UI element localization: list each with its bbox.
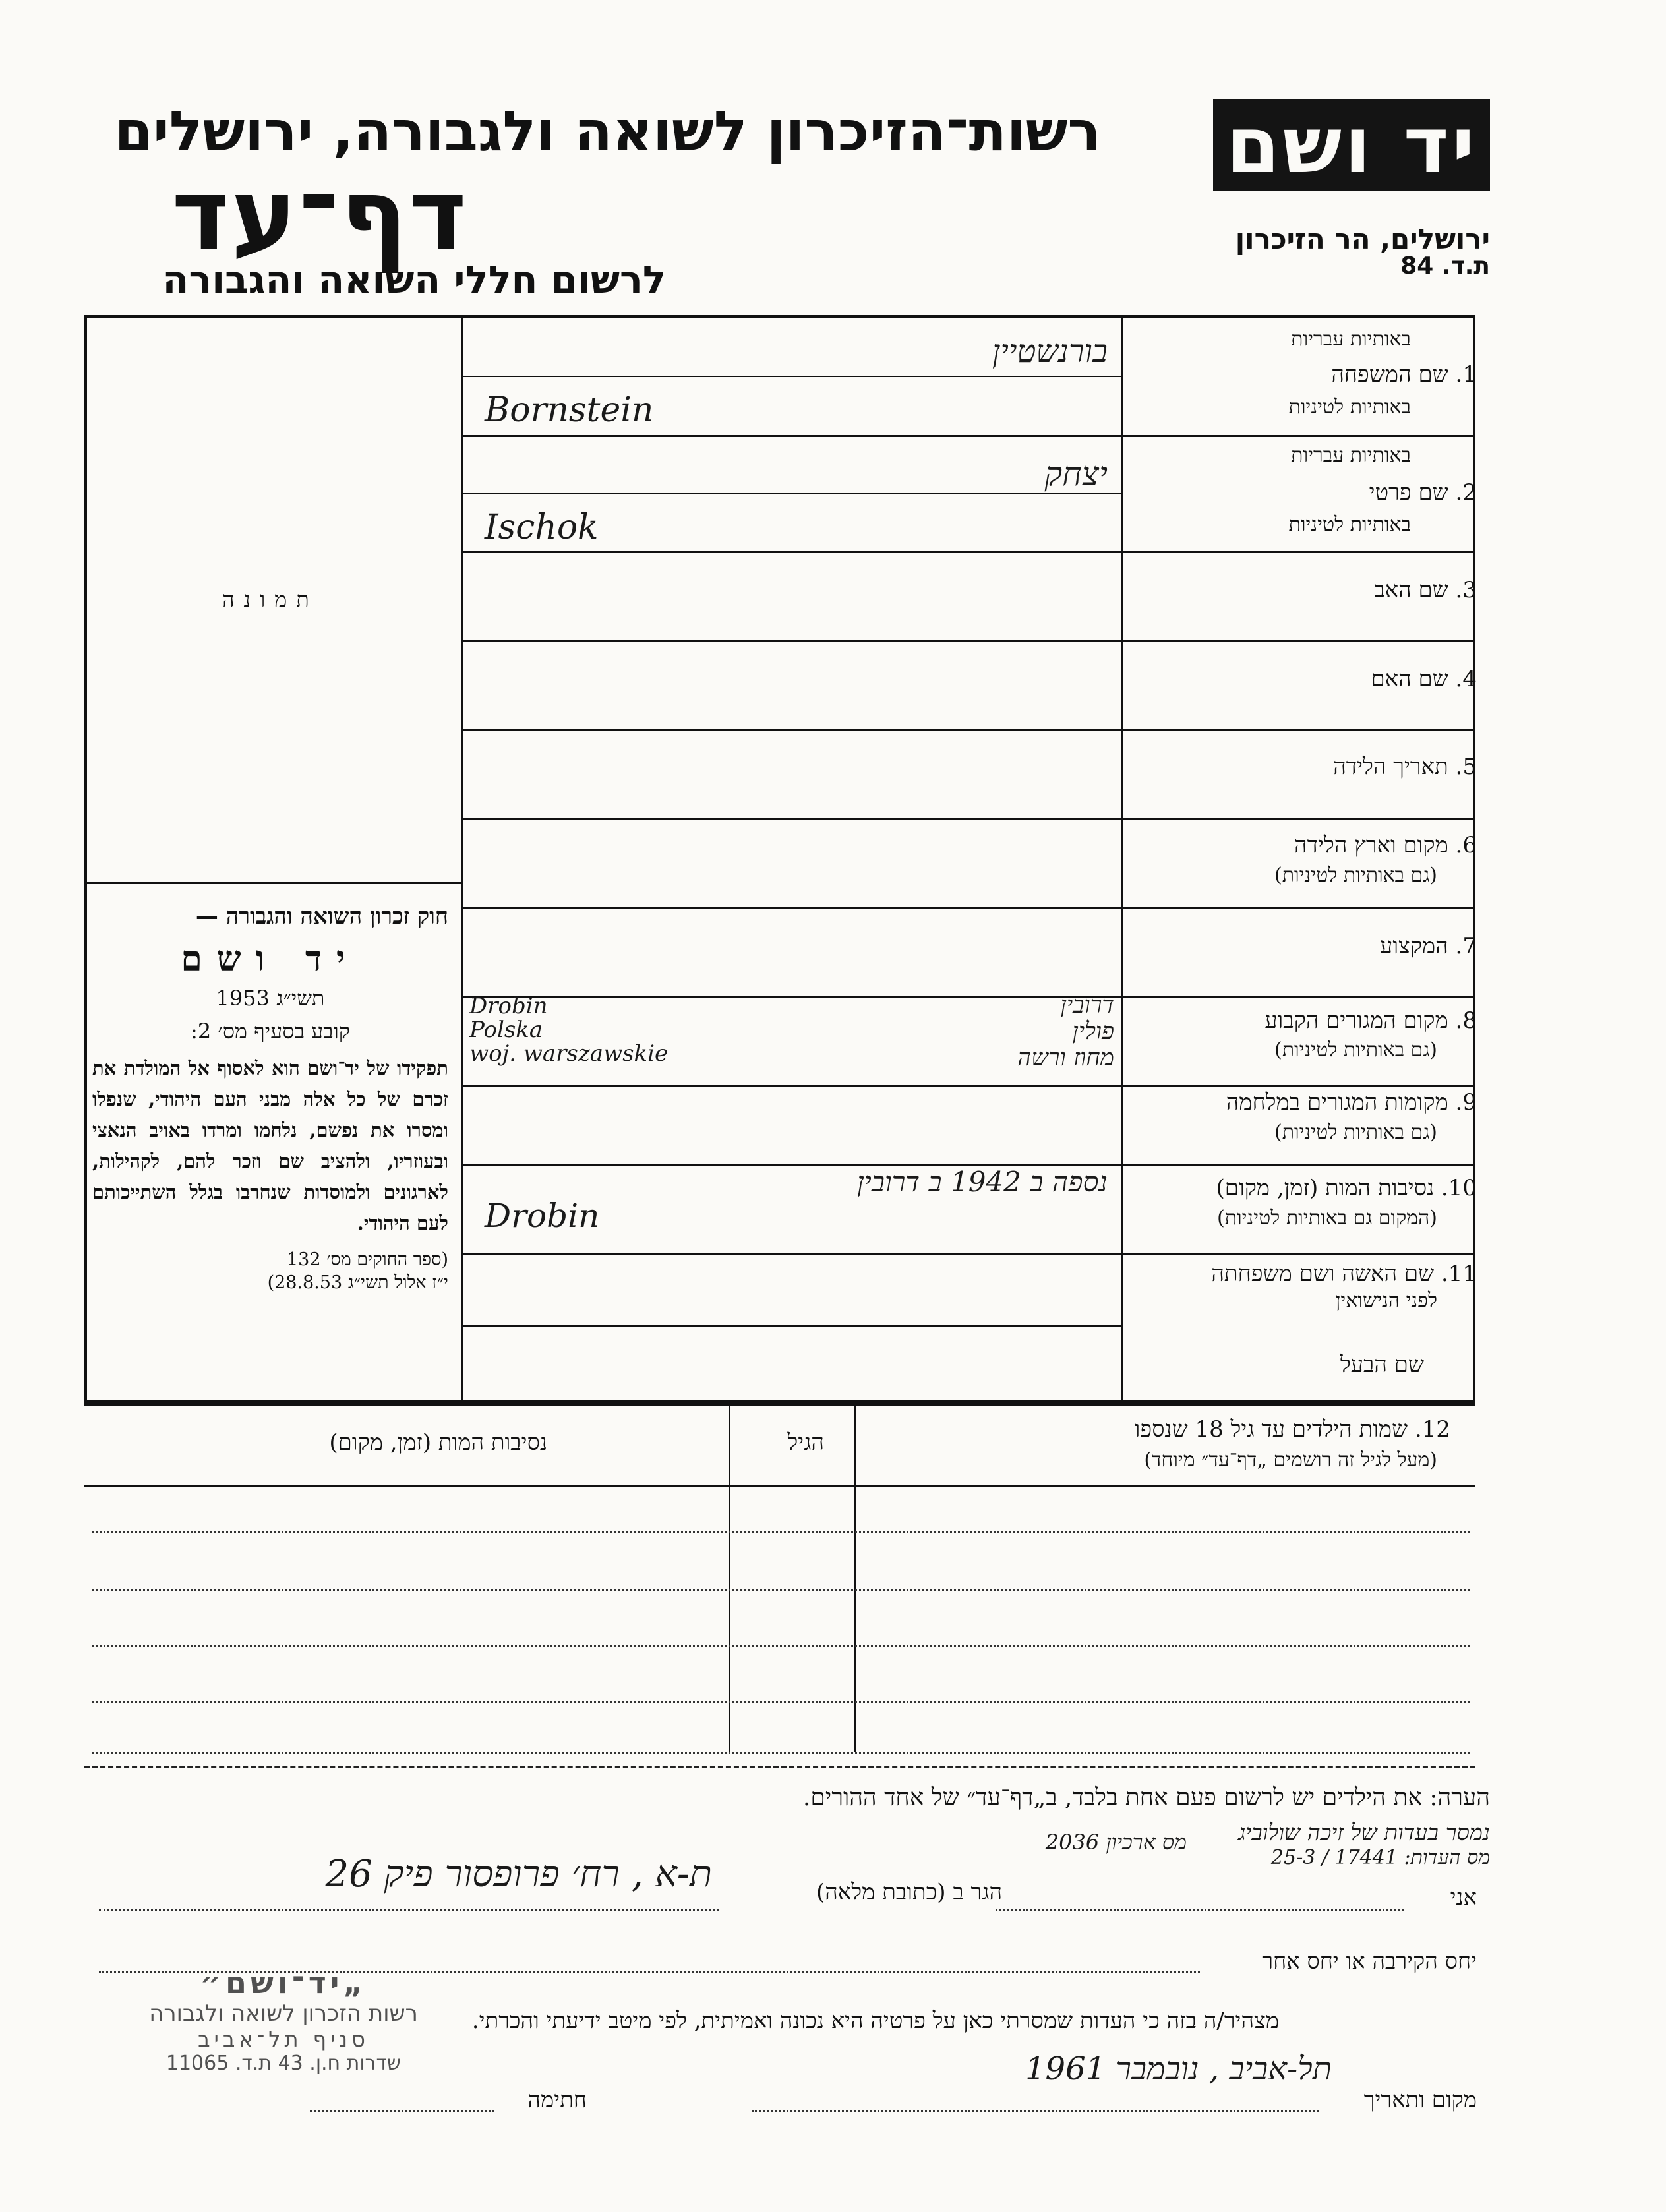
place-date-dotted-line (752, 2110, 1319, 2112)
photo-law-divider (84, 882, 463, 884)
residence-hebrew-line: דרובין (1060, 992, 1114, 1019)
children-age-header: הגיל (787, 1429, 824, 1456)
given-name-latin-value: Ischok (485, 508, 599, 547)
death-place-latin-value: Drobin (485, 1197, 600, 1235)
children-table-top (84, 1403, 1475, 1406)
field-birthplace-sub: (גם באותיות לטיניות) (1274, 864, 1437, 887)
photo-placeholder-label: תמונה (222, 587, 318, 612)
address-hand-value: ת-א , רח׳ פרופסור פיק 26 (325, 1853, 712, 1896)
signature-dotted-line (310, 2110, 494, 2112)
ani-label: אני (1450, 1884, 1477, 1911)
law-reference-1: (ספר החוקים מס׳ 132 (287, 1249, 448, 1270)
address-line-1: ירושלים, הר הזיכרון (1235, 223, 1490, 255)
left-column-divider (461, 315, 463, 1403)
field-wartime-residence-label: 9. מקומות המגורים במלחמה (1226, 1089, 1477, 1116)
testimony-note-hand: נמסר בעדות של זיכה שולוביג (1238, 1820, 1490, 1846)
row-divider (461, 551, 1475, 553)
field-father-label: 3. שם האב (1374, 577, 1477, 603)
address-label: הגר ב (כתובת מלאה) (816, 1879, 1002, 1905)
row-divider (461, 435, 1475, 437)
archive-number-hand: מס ארכיון 2036 (1045, 1830, 1187, 1855)
field-birthplace-label: 6. מקום וארץ הלידה (1294, 832, 1477, 858)
field-wartime-residence-sub: (גם באותיות לטיניות) (1274, 1121, 1437, 1144)
residence-latin-line: woj. warszawskie (469, 1040, 669, 1067)
field-given-name-label: 2. שם פרטי (1369, 479, 1477, 506)
stamp-line: סניף תל־אביב (198, 2027, 369, 2052)
field-death-circumstances-label: 10. נסיבות המות (זמן, מקום) (1216, 1175, 1477, 1201)
footer-separator (84, 1766, 1475, 1768)
row-divider (461, 1085, 1475, 1087)
children-row-line (92, 1589, 1470, 1591)
field-residence-label: 8. מקום המגורים הקבוע (1264, 1007, 1477, 1034)
field-wife-name-sub: לפני הנישואין (1335, 1289, 1437, 1312)
sub-line (461, 493, 1121, 494)
death-circumstances-hebrew-value: נספה ב 1942 ב דרובין (857, 1166, 1108, 1198)
row-divider (461, 907, 1475, 909)
field-mother-label: 4. שם האם (1371, 666, 1477, 692)
law-section: קובע בסעיף מס׳ 2: (191, 1019, 350, 1044)
place-date-label: מקום ותאריך (1363, 2087, 1477, 2113)
children-col-divider (854, 1403, 856, 1752)
place-date-hand-value: תל-אביב , נובמבר 1961 (1025, 2050, 1332, 2087)
children-header-bottom (84, 1485, 1475, 1487)
surname-latin-value: Bornstein (485, 390, 654, 430)
children-row-line (92, 1531, 1470, 1533)
children-circumstances-header: נסיבות המות (זמן, מקום) (329, 1429, 547, 1456)
stamp-line: שדרות ח.ן. 43 ת.ד. 11065 (165, 2052, 402, 2075)
label-column-divider (1121, 315, 1123, 1403)
yad-vashem-stamp (132, 1965, 435, 2075)
residence-hebrew-line: פולין (1072, 1018, 1114, 1045)
page-subtitle: לרשום חללי השואה והגבורה (162, 257, 666, 302)
law-reference-2: י״ז אלול תשי״ג 28.8.53) (267, 1272, 448, 1293)
children-row-line (92, 1645, 1470, 1647)
residence-latin-value (469, 994, 707, 1065)
field-birthdate-label: 5. תאריך הלידה (1333, 754, 1477, 780)
signature-label: חתימה (527, 2087, 587, 2113)
authority-heading: רשות־הזיכרון לשואה ולגבורה, ירושלים (114, 99, 1101, 164)
memorial-law-text (92, 903, 448, 1293)
law-body: תפקידו של יד־ושם הוא לאסוף אל המולדת את זכרם של כל אלה מבני העם היהודי, שנפלו ומסרו את נפשם, נלחמו ומרדו באויב הנאצי ובעוזריו, ולהציב שם וזכר להם, לקהילות, לארגונים ולמוסדות שנחרבו בגלל השתייכותם לעם היהודי. (92, 1057, 448, 1234)
law-title: חוק זכרון השואה והגבורה — (195, 903, 448, 930)
hebrew-letters-label: באותיות עבריות (1291, 328, 1411, 351)
residence-hebrew-line: מחוז ורשה (1017, 1044, 1114, 1071)
surname-hebrew-value: בורנשטיין (992, 333, 1108, 370)
children-row-line (92, 1752, 1470, 1754)
name-dotted-line (996, 1909, 1404, 1911)
declaration-text: מצהיר/ה בזה כי העדות שמסרתי כאן על פרטיה היא נכונה ואמיתית, לפי מיטב ידיעתי והכרתי. (471, 2008, 1279, 2034)
sub-line (461, 376, 1121, 377)
latin-letters-label: באותיות לטיניות (1288, 513, 1411, 536)
children-row-line (92, 1701, 1470, 1703)
relation-label: יחס הקירבה או יחס אחר (1262, 1948, 1477, 1975)
given-name-hebrew-value: יצחק (1044, 455, 1108, 493)
field-husband-name-label: שם הבעל (1340, 1352, 1424, 1378)
field-profession-label: 7. המקצוע (1380, 933, 1477, 959)
children-note: הערה: את הילדים יש לרשום פעם אחת בלבד, ב„דף־עד״ של אחד ההורים. (802, 1784, 1490, 1811)
yad-vashem-logo: יד ושם (1213, 99, 1490, 191)
field-death-circumstances-sub: (המקום גם באותיות לטיניות) (1216, 1207, 1437, 1230)
latin-letters-label: באותיות לטיניות (1288, 396, 1411, 419)
row-divider (461, 818, 1475, 820)
page-title: דף־עד (171, 158, 468, 273)
children-subheading: (מעל לגיל זה רושמים „דף־עד״ מיוחד) (1144, 1449, 1437, 1472)
residence-hebrew-value (936, 992, 1114, 1071)
law-name: יד ושם (181, 939, 360, 979)
address-dotted-line (99, 1909, 719, 1911)
field-surname-label: 1. שם המשפחה (1331, 361, 1477, 388)
testimony-number-hand: מס העדות: 17441 / 25-3 (1270, 1846, 1490, 1869)
field-residence-sub: (גם באותיות לטיניות) (1274, 1038, 1437, 1061)
address-line-2: ת.ד. 84 (1400, 253, 1490, 280)
children-col-divider (729, 1403, 730, 1752)
row-divider (461, 1253, 1475, 1255)
row-divider (461, 1325, 1121, 1327)
row-divider (461, 640, 1475, 642)
children-heading: 12. שמות הילדים עד גיל 18 שנספו (1134, 1416, 1450, 1443)
stamp-line: „יד־ושם״ (200, 1965, 367, 2000)
row-divider (461, 729, 1475, 731)
residence-latin-line: Drobin (469, 993, 548, 1019)
residence-latin-line: Polska (469, 1017, 543, 1043)
hebrew-letters-label: באותיות עבריות (1291, 444, 1411, 467)
field-wife-name-label: 11. שם האשה ושם משפחתה (1211, 1261, 1477, 1287)
law-year: תשי״ג 1953 (216, 986, 325, 1011)
stamp-line: רשות הזכרון לשואה ולגבורה (149, 2000, 418, 2027)
